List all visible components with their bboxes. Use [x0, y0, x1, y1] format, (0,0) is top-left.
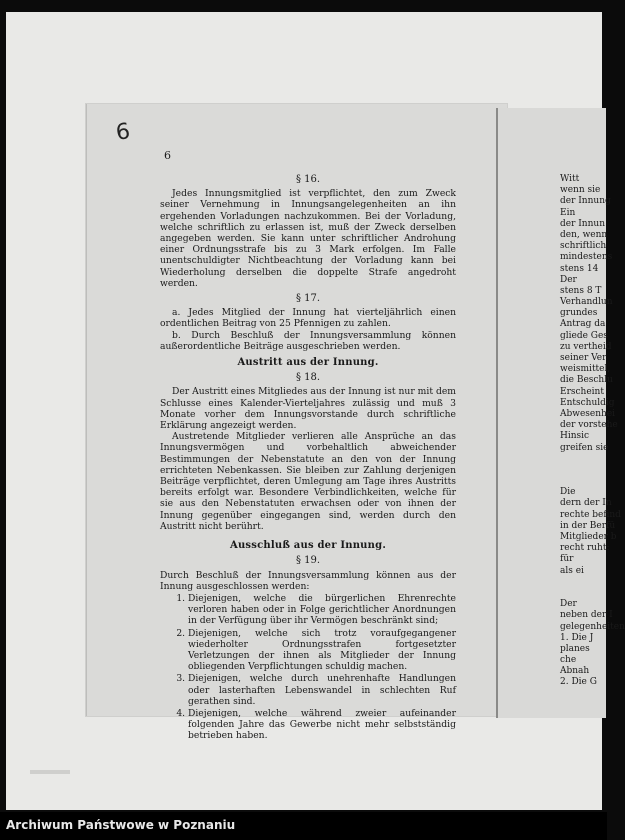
right-page-text-fragments — [560, 174, 625, 689]
right-page-fragment: mindestens — [560, 252, 613, 263]
section-19-intro: Durch Beschluß der Innungsversammlung können aus der Innung ausgeschlossen werden: — [160, 569, 456, 592]
right-page-fragment: Der — [560, 599, 577, 610]
right-page-fragment: gliede Ges — [560, 330, 608, 341]
right-page-fragment: 2. Die G — [560, 677, 597, 688]
section-18-paragraph-2: Austretende Mitglieder verlieren alle Ansprüche an das Innungsvermögen und vorbehaltlich abweichender Bestimmungen der Nebenstatute an den von der Innung errichteten Nebenkassen. Sie bleiben zur Zahlung derjenigen Beiträge verpflichtet, deren Umlegung am Tage ihres Austritts bereits erfolgt war. Besondere Verbindlichkeiten, welche für sie aus den Nebenstatuten erwachsen oder von ihnen der Innung gegenüber eingegangen sind, werden durch den Austritt nicht berührt. — [160, 431, 456, 532]
right-page-fragment: der Innung — [560, 196, 611, 207]
ausschluss-heading: Ausschluß aus der Innung. — [230, 540, 386, 552]
right-page-fragment: schriftlich — [560, 241, 607, 252]
right-page-fragment: Antrag da — [560, 319, 606, 330]
right-page-fragment: den, wenn — [560, 229, 608, 240]
right-page-fragment: 1. Die J — [560, 632, 594, 643]
right-page-fragment: Abnah — [560, 666, 590, 677]
document-body — [160, 146, 456, 743]
right-page-fragment: gelegenheiten — [560, 621, 625, 632]
right-page-fragment: der Innun — [560, 218, 605, 229]
section-17-b: b. Durch Beschluß der Innungsversammlung können außerordentliche Beiträge ausgeschrieben werden. — [160, 329, 456, 352]
right-page-fragment — [560, 454, 625, 465]
right-page-fragment: seiner Ver — [560, 353, 607, 363]
right-page-fragment: rechte befind — [560, 509, 621, 520]
right-page-fragment — [560, 577, 625, 588]
right-page-fragment: Abwesenhei — [560, 408, 616, 419]
right-page-fragment: der vorstehe — [560, 420, 618, 431]
right-page-fragment — [560, 465, 625, 476]
right-page-fragment: stens 14 — [560, 263, 599, 274]
right-page-fragment: Entschuldig — [560, 397, 615, 408]
right-page-fragment: Erscheint — [560, 386, 604, 397]
right-page-fragment — [560, 476, 625, 487]
right-page-fragment: neben der I — [560, 610, 613, 621]
right-page-fragment: Mitglieder b — [560, 532, 617, 542]
right-page-fragment: in der Berfü — [560, 520, 616, 531]
right-page-fragment: für — [560, 554, 574, 565]
exclusion-item: 3. Diejenigen, welche durch unehrenhafte Handlungen oder lasterhaften Lebenswandel in schlechten Ruf gerathen sind. — [188, 673, 456, 707]
section-18-title: § 18. — [295, 372, 321, 384]
exclusion-item: 2. Diejenigen, welche sich trotz voraufgegangener wiederholter Ordnungsstrafen fortgesetzter Verletzungen der ihnen als Mitglieder der Innung obliegenden Verpflichtungen schuldig machen. — [188, 628, 456, 673]
austritt-heading: Austritt aus der Innung. — [237, 357, 379, 369]
right-page-fragment: Witt — [560, 174, 580, 184]
right-page-fragment: als ei — [560, 565, 584, 576]
right-page-fragment: Verhandlun — [560, 297, 613, 308]
right-page-fragment: stens 8 T — [560, 285, 602, 296]
right-page-fragment: weismittel, — [560, 364, 611, 375]
section-18-paragraph-1: Der Austritt eines Mitgliedes aus der Innung ist nur mit dem Schlusse eines Kalender-Vierteljahres zulässig und muß 3 Monate vorher dem Innungsvorstande durch schriftliche Erklärung angezeigt werden. — [160, 386, 456, 432]
archive-name: Archiwum Państwowe w Poznaniu — [6, 818, 236, 832]
section-16-title: § 16. — [295, 174, 321, 185]
right-page-fragment: Hinsic — [560, 431, 590, 442]
exclusion-item: 4. Diejenigen, welche während zweier aufeinander folgenden Jahre das Gewerbe nicht mehr selbstständig betrieben haben. — [188, 708, 456, 742]
right-page-fragment: zu vertheid — [560, 341, 612, 352]
right-page-fragment: wenn sie — [560, 185, 601, 196]
right-page-fragment: die Beschlu — [560, 375, 613, 386]
section-16-text: Jedes Innungsmitglied ist verpflichtet, den zum Zweck seiner Vernehmung in Innungsangelegenheiten an ihn ergehenden Vorladungen nachzukommen. Bei der Vorladung, welche schriftlich zu erlassen ist, muß der Zweck derselben angegeben werden. Sie kann unter schriftlicher Androhung einer Ordnungsstrafe bis zu 3 Mark erfolgen. Im Falle unentschuldigter Nichtbeachtung der Vorladung kann bei Wiederholung derselben die doppelte Strafe angedroht werden. — [160, 188, 456, 289]
right-page-fragment — [560, 588, 625, 599]
right-page-fragment: Der — [560, 274, 577, 285]
right-page-fragment: Die — [560, 487, 576, 498]
scan-scratch — [30, 770, 70, 774]
right-page-fragment: grundes — [560, 308, 598, 319]
page-number: 6 — [164, 149, 171, 162]
section-17-title: § 17. — [295, 293, 321, 305]
exclusion-item: 1. Diejenigen, welche die bürgerlichen Ehrenrechte verloren haben oder in Folge gerichtlicher Anordnungen in der Verfügung über ihr Vermögen beschränkt sind; — [188, 593, 456, 627]
section-19-title: § 19. — [295, 555, 321, 567]
right-page-fragment: greifen sie — [560, 442, 609, 453]
section-17-a: a. Jedes Mitglied der Innung hat vierteljährlich einen ordentlichen Beitrag von 25 Pfennigen zu zahlen. — [160, 307, 456, 330]
archive-footer-bar — [0, 812, 607, 840]
right-page-fragment: dern der In — [560, 498, 612, 509]
right-page — [496, 108, 625, 718]
right-page-fragment: Ein — [560, 207, 576, 218]
right-page-fragment: recht ruht: — [560, 543, 610, 554]
exclusion-list — [160, 593, 456, 742]
right-page-fragment: planes — [560, 643, 590, 654]
right-page-fragment: che — [560, 655, 577, 666]
handwritten-page-note: 6 — [114, 119, 132, 146]
